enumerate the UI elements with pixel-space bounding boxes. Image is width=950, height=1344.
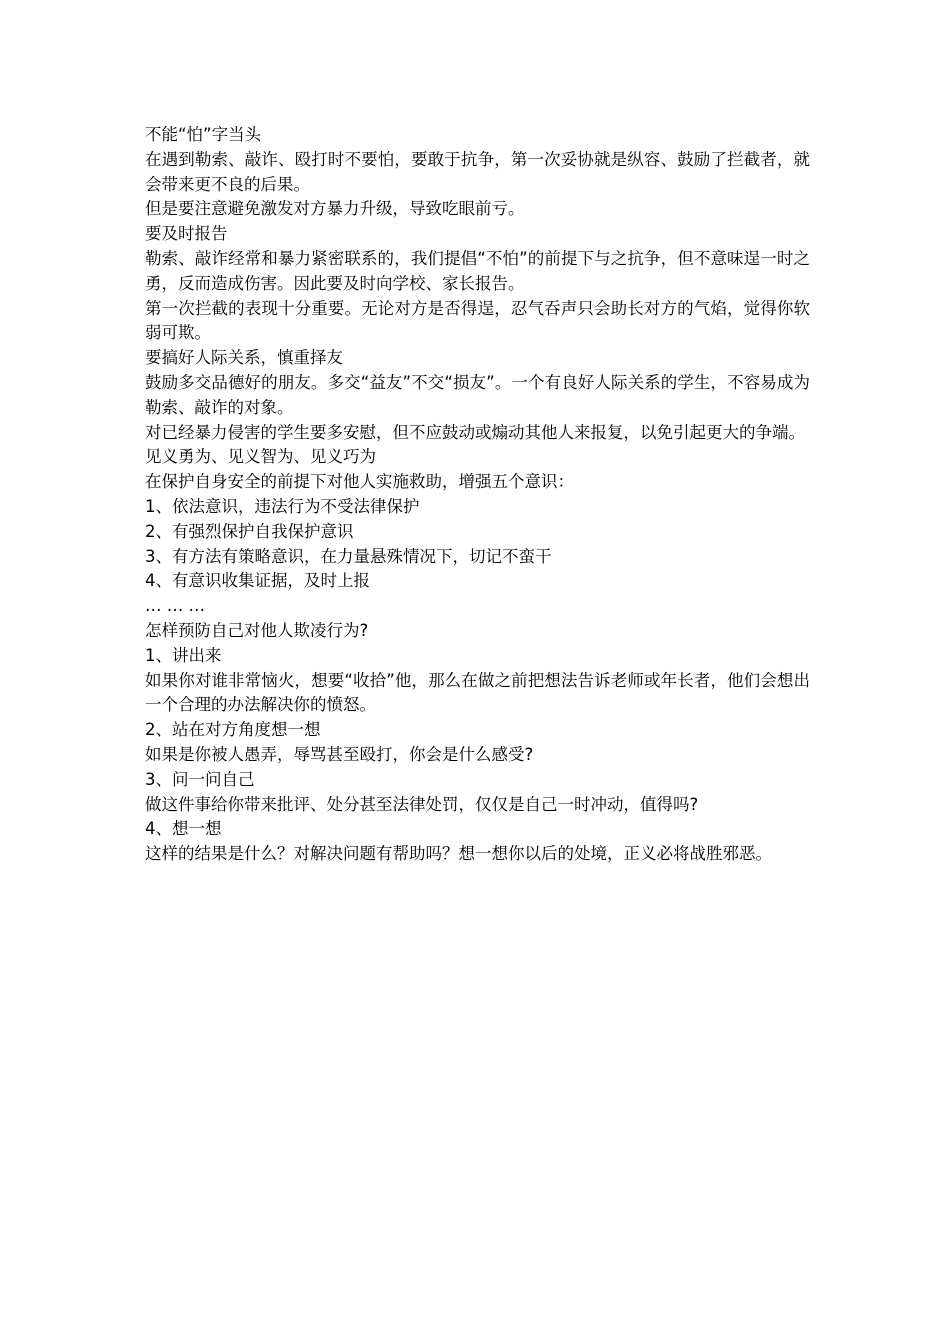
paragraph-think: 这样的结果是什么？对解决问题有帮助吗？想一想你以后的处境，正义必将战胜邪恶。 xyxy=(145,844,772,864)
list-item-4: 4、有意识收集证据，及时上报 xyxy=(145,571,370,591)
list-item-3: 3、有方法有策略意识，在力量悬殊情况下，切记不蛮干 xyxy=(145,546,552,566)
subheading-think: 4、想一想 xyxy=(145,819,222,839)
heading-righteous-acts: 见义勇为、见义智为、见义巧为 xyxy=(145,447,376,467)
ellipsis-line: … … … xyxy=(145,596,205,616)
subheading-speak-out: 1、讲出来 xyxy=(145,645,222,665)
paragraph-resist: 在遇到勒索、敲诈、殴打时不要怕，要敢于抗争，第一次妥协就是纵容、鼓励了拦截者，就会带来更不良的后果。 xyxy=(145,149,810,194)
document-body xyxy=(145,123,810,867)
heading-dont-fear: 不能“怕”字当头 xyxy=(145,125,262,144)
paragraph-good-friends: 鼓励多交品德好的朋友。多交“益友”不交“损友”。一个有良好人际关系的学生，不容易成为勒索、敲诈的对象。 xyxy=(145,372,810,417)
paragraph-five-awareness: 在保护自身安全的前提下对他人实施救助，增强五个意识： xyxy=(145,472,574,492)
subheading-ask-yourself: 3、问一问自己 xyxy=(145,769,255,789)
heading-relationships: 要搞好人际关系，慎重择友 xyxy=(145,348,343,368)
list-item-2: 2、有强烈保护自我保护意识 xyxy=(145,521,354,541)
paragraph-comfort-victims: 对已经暴力侵害的学生要多安慰，但不应鼓动或煽动其他人来报复，以免引起更大的争端。 xyxy=(145,422,805,442)
paragraph-report: 勒索、敲诈经常和暴力紧密联系的，我们提倡“不怕”的前提下与之抗争，但不意味逞一时之勇，反而造成伤害。因此要及时向学校、家长报告。 xyxy=(145,248,810,293)
paragraph-first-encounter: 第一次拦截的表现十分重要。无论对方是否得逞，忍气吞声只会助长对方的气焰，觉得你软弱可欺。 xyxy=(145,298,810,343)
heading-prevent-bullying: 怎样预防自己对他人欺凌行为? xyxy=(145,620,369,640)
paragraph-empathy: 如果是你被人愚弄，辱骂甚至殴打，你会是什么感受? xyxy=(145,744,534,764)
heading-report-promptly: 要及时报告 xyxy=(145,224,228,244)
subheading-empathy: 2、站在对方角度想一想 xyxy=(145,720,321,740)
paragraph-speak-out: 如果你对谁非常恼火，想要“收拾”他，那么在做之前把想法告诉老师或年长者，他们会想出一个合理的办法解决你的愤怒。 xyxy=(145,670,810,715)
paragraph-ask-yourself: 做这件事给你带来批评、处分甚至法律处罚，仅仅是自己一时冲动，值得吗? xyxy=(145,794,699,814)
paragraph-avoid-escalation: 但是要注意避免激发对方暴力升级，导致吃眼前亏。 xyxy=(145,199,525,219)
list-item-1: 1、依法意识，违法行为不受法律保护 xyxy=(145,496,420,516)
